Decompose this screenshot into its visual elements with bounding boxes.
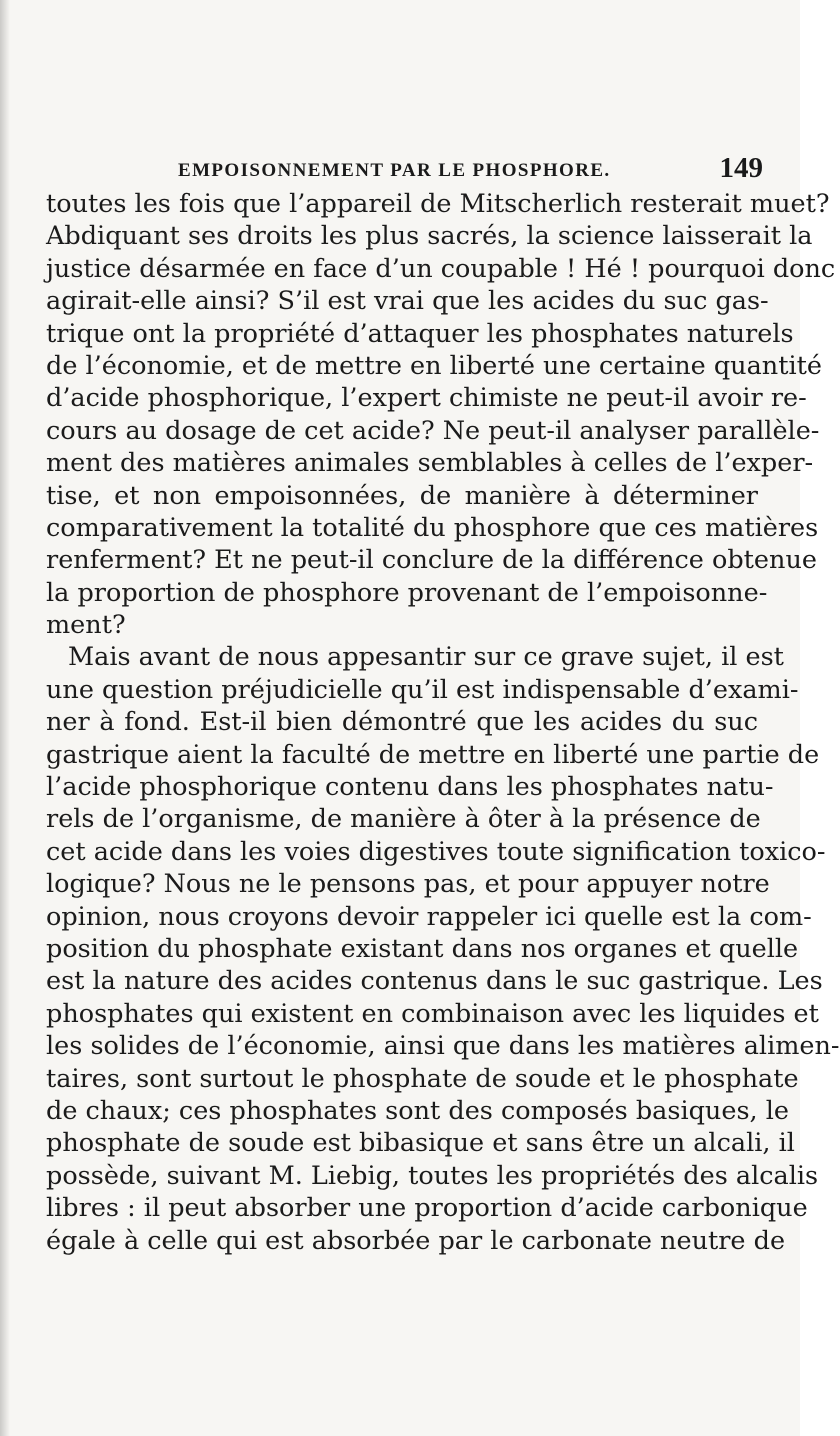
page-number: 149 xyxy=(719,152,763,184)
running-title: EMPOISONNEMENT PAR LE PHOSPHORE. xyxy=(178,160,611,181)
text-line: libres : il peut absorber une proportion d’acide carbonique xyxy=(46,1193,808,1224)
text-line: une question préjudicielle qu’il est indispensable d’exami- xyxy=(46,674,799,705)
text-line: l’acide phosphorique contenu dans les phosphates natu- xyxy=(46,772,774,803)
text-line: d’acide phosphorique, l’expert chimiste ne peut-il avoir re- xyxy=(46,383,807,414)
text-line: Mais avant de nous appesantir sur ce grave sujet, il est xyxy=(68,642,784,673)
text-line: phosphate de soude est bibasique et sans être un alcali, il xyxy=(46,1128,795,1159)
text-line: est la nature des acides contenus dans le suc gastrique. Les xyxy=(46,966,823,997)
text-line: cet acide dans les voies digestives toute signification toxico- xyxy=(46,836,826,867)
running-header xyxy=(178,148,763,188)
text-line: ment des matières animales semblables à celles de l’exper- xyxy=(46,448,814,479)
text-line: agirait-elle ainsi? S’il est vrai que les acides du suc gas- xyxy=(46,286,769,317)
text-line: tise, et non empoisonnées, de manière à déterminer xyxy=(46,480,758,511)
text-line: les solides de l’économie, ainsi que dans les matières alimen- xyxy=(46,1031,840,1062)
text-line: trique ont la propriété d’attaquer les phosphates naturels xyxy=(46,318,794,349)
text-line: cours au dosage de cet acide? Ne peut-il analyser parallèle- xyxy=(46,415,820,446)
text-line: comparativement la totalité du phosphore que ces matières xyxy=(46,512,819,543)
text-line: gastrique aient la faculté de mettre en liberté une partie de xyxy=(46,739,820,770)
text-line: logique? Nous ne le pensons pas, et pour appuyer notre xyxy=(46,869,770,900)
text-line: position du phosphate existant dans nos organes et quelle xyxy=(46,933,799,964)
text-line: justice désarmée en face d’un coupable ! Hé ! pourquoi donc xyxy=(46,253,836,284)
page-edge-shadow xyxy=(0,0,10,1436)
text-line: phosphates qui existent en combinaison avec les liquides et xyxy=(46,998,819,1029)
text-line: possède, suivant M. Liebig, toutes les propriétés des alcalis xyxy=(46,1160,819,1191)
body-text xyxy=(46,188,840,1257)
text-line: toutes les fois que l’appareil de Mitscherlich resterait muet? xyxy=(46,189,830,219)
text-line: opinion, nous croyons devoir rappeler ici quelle est la com- xyxy=(46,901,812,932)
text-line: taires, sont surtout le phosphate de soude et le phosphate xyxy=(46,1063,799,1094)
text-line: renferment? Et ne peut-il conclure de la différence obtenue xyxy=(46,545,817,576)
text-line: la proportion de phosphore provenant de l’empoisonne- xyxy=(46,577,768,608)
paragraph xyxy=(46,188,836,641)
text-line: ment? xyxy=(46,610,126,641)
text-line: Abdiquant ses droits les plus sacrés, la science laisserait la xyxy=(46,221,813,252)
text-line: de l’économie, et de mettre en liberté une certaine quantité xyxy=(46,350,822,381)
text-line: de chaux; ces phosphates sont des composés basiques, le xyxy=(46,1095,789,1126)
text-line: égale à celle qui est absorbée par le carbonate neutre de xyxy=(46,1225,786,1256)
paragraph xyxy=(46,641,840,1256)
text-line: rels de l’organisme, de manière à ôter à la présence de xyxy=(46,804,761,835)
text-line: ner à fond. Est-il bien démontré que les acides du suc xyxy=(46,707,758,738)
